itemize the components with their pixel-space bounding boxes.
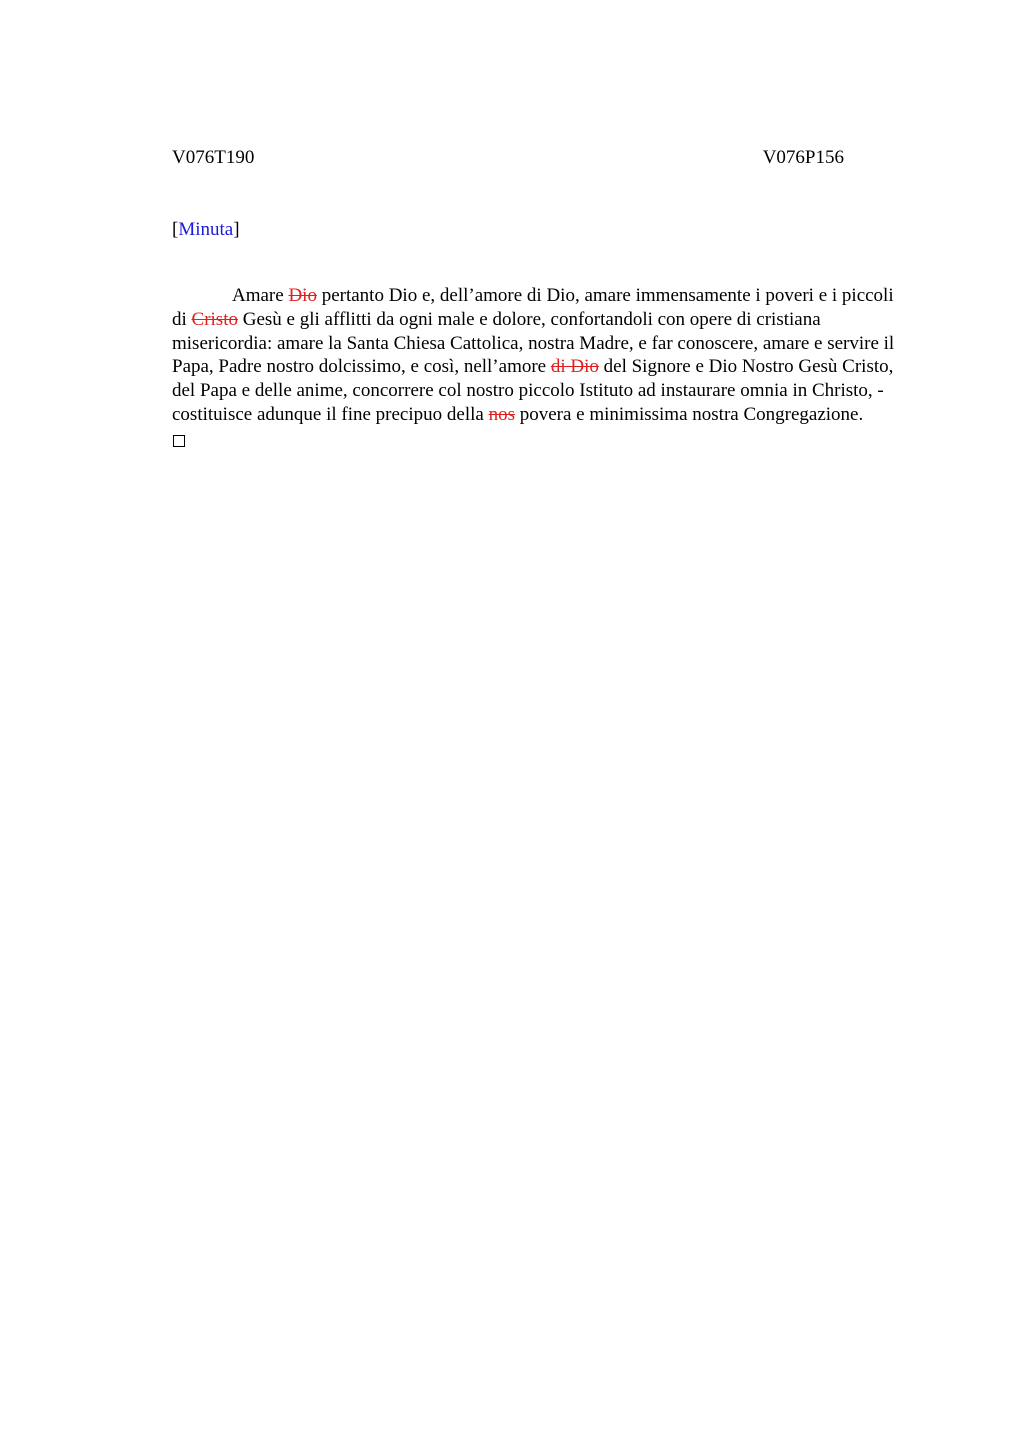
- right-document-code: V076P156: [762, 147, 844, 168]
- text-segment: Amare: [232, 285, 289, 306]
- deleted-text: nos: [488, 403, 515, 425]
- text-segment: pertanto Dio e, dell’amore di Dio, amare immensamente i poveri e i piccoli di: [172, 285, 894, 330]
- end-of-text-box-icon: [173, 435, 185, 447]
- open-bracket: [: [172, 219, 179, 240]
- body-paragraph: [172, 284, 908, 427]
- deleted-text: Dio: [288, 285, 317, 306]
- text-segment: del Signore e Dio Nostro Gesù Cristo, del Papa e delle anime, concorrere col nostro piccolo Istituto ad instaurare omnia in Christo, - costituisce adunque il fine precipuo della: [172, 356, 894, 425]
- section-label: [172, 218, 240, 242]
- left-document-code: V076T190: [172, 147, 255, 168]
- deleted-text: Cristo: [191, 308, 238, 330]
- deleted-text: di Dio: [550, 356, 599, 378]
- close-bracket: ]: [233, 219, 240, 240]
- minuta-label: Minuta: [178, 219, 234, 240]
- text-segment: povera e minimissima nostra Congregazione.: [514, 403, 864, 425]
- text-segment: Gesù e gli afflitti da ogni male e dolore, confortandoli con opere di cristiana misericordia: amare la Santa Chiesa Cattolica, nostra Madre, e far conoscere, amare e servire il Papa, Padre nostro dolcissimo, e così, nell’amore: [172, 308, 895, 378]
- document-header: [172, 146, 844, 170]
